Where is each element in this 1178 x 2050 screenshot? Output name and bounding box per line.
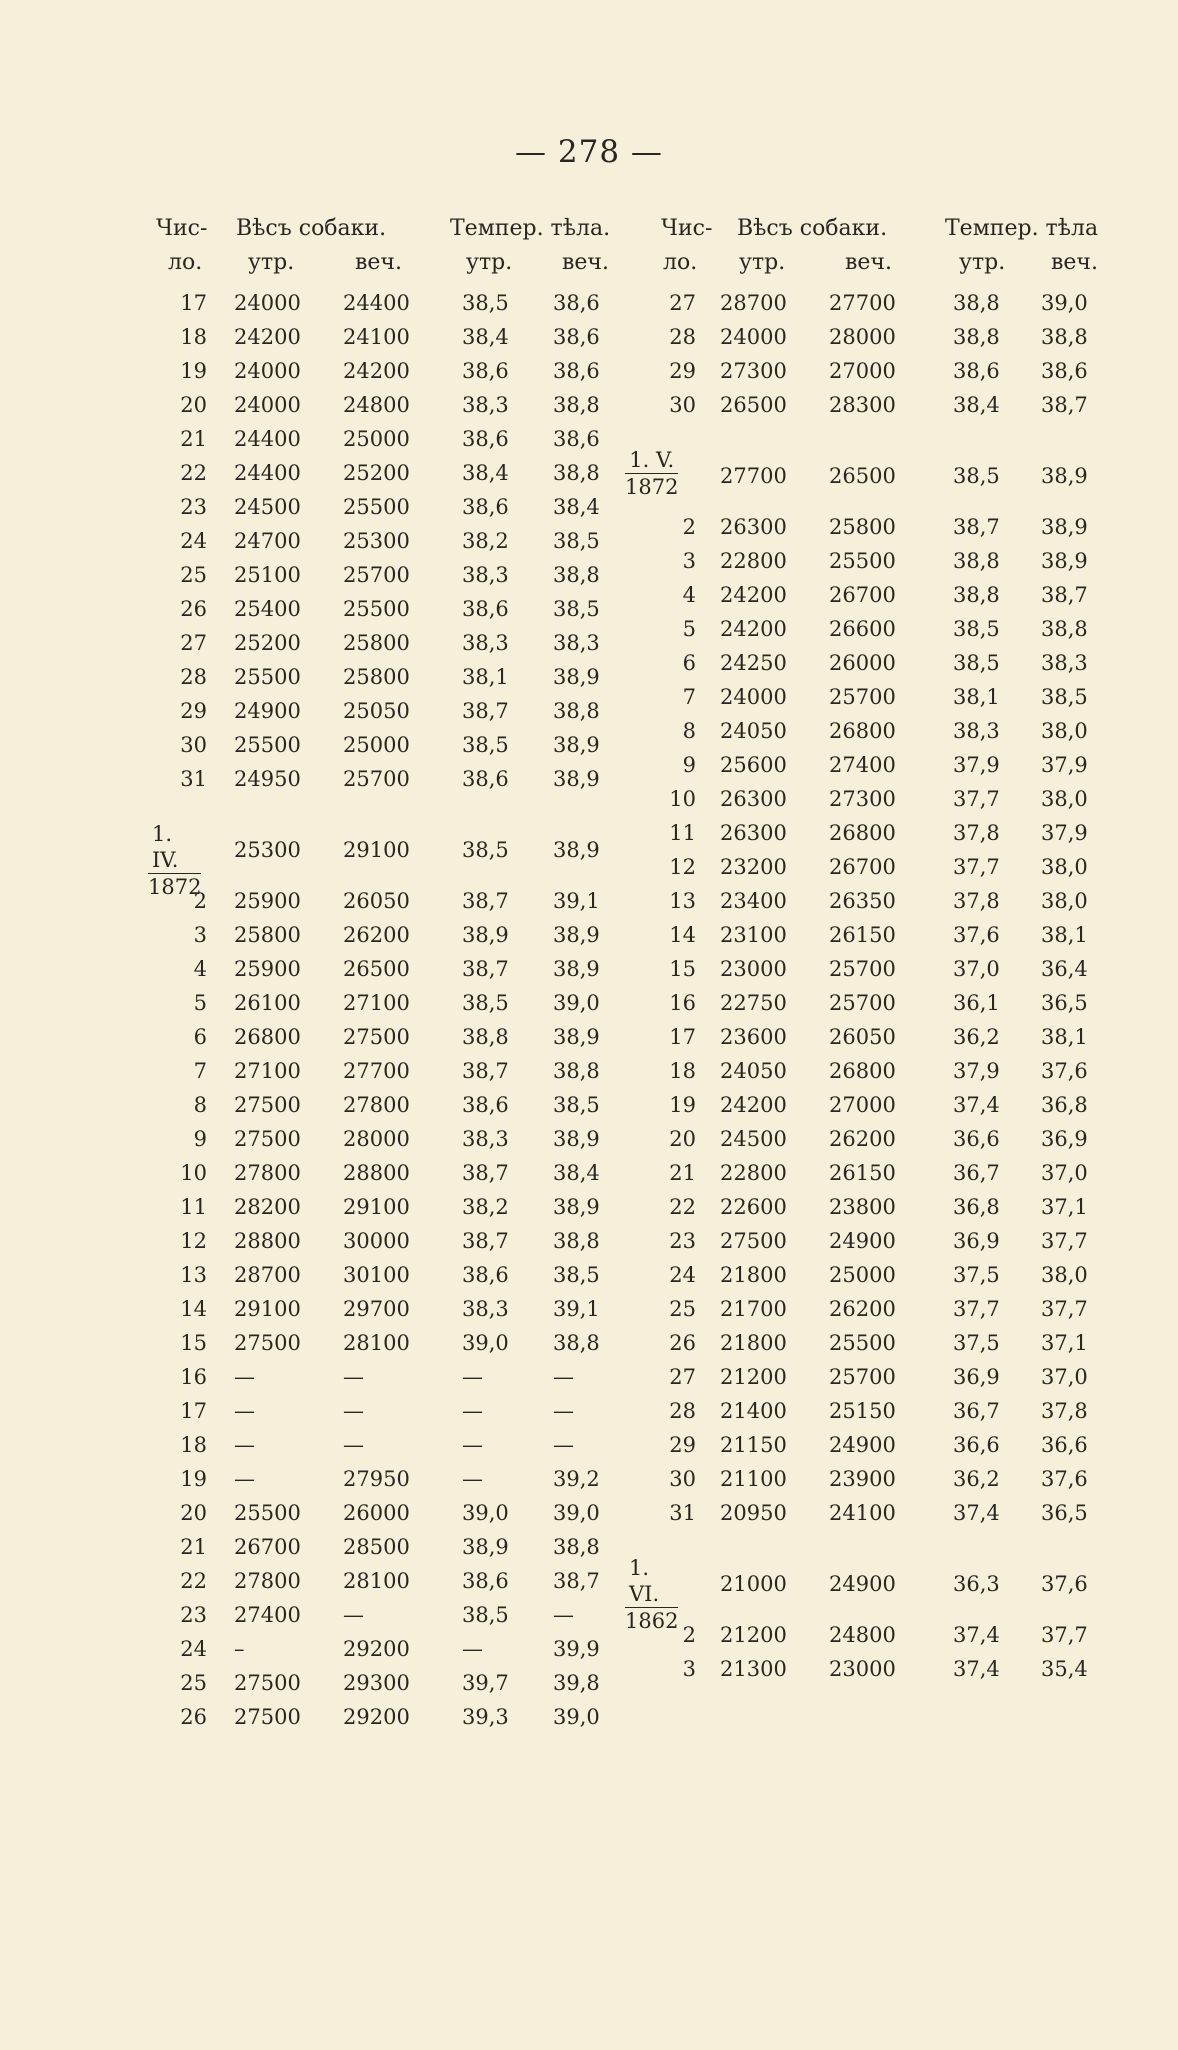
day-cell: 2 xyxy=(682,515,696,539)
day-cell: 14 xyxy=(669,923,696,947)
day-cell: 11 xyxy=(669,821,696,845)
day-cell: 6 xyxy=(682,651,696,675)
day-cell: 20 xyxy=(180,393,207,417)
day-cell: 18 xyxy=(180,325,207,349)
day-cell: 25 xyxy=(180,563,207,587)
header-weight-evening: веч. xyxy=(355,250,402,275)
day-cell: 6 xyxy=(193,1025,207,1049)
day-cell: 14 xyxy=(180,1297,207,1321)
day-cell: 26 xyxy=(669,1331,696,1355)
day-cell: 24 xyxy=(669,1263,696,1287)
day-cell: 31 xyxy=(180,767,207,791)
page-number: — 278 — xyxy=(515,134,663,170)
day-cell: 2 xyxy=(193,889,207,913)
header-temp-evening: веч. xyxy=(562,250,609,275)
header-day-top: Чис- xyxy=(661,216,713,241)
day-cell: 3 xyxy=(193,923,207,947)
month-label: 1. IV. xyxy=(148,821,201,874)
header-temp-title: Темпер. тѣла. xyxy=(450,216,611,241)
day-cell: 16 xyxy=(180,1365,207,1389)
day-cell: 28 xyxy=(669,1399,696,1423)
day-cell: 8 xyxy=(682,719,696,743)
day-cell: 16 xyxy=(669,991,696,1015)
day-cell: 20 xyxy=(180,1501,207,1525)
day-cell: 25 xyxy=(180,1671,207,1695)
day-cell: 5 xyxy=(682,617,696,641)
day-cell: 19 xyxy=(669,1093,696,1117)
day-cell: 19 xyxy=(180,359,207,383)
month-label: 1. VI. xyxy=(625,1555,678,1608)
day-cell: 23 xyxy=(669,1229,696,1253)
day-cell: 30 xyxy=(669,393,696,417)
day-cell: 15 xyxy=(669,957,696,981)
day-cell: 18 xyxy=(180,1433,207,1457)
header-weight-title: Вѣсъ собаки. xyxy=(737,216,888,241)
day-cell: 9 xyxy=(193,1127,207,1151)
day-cell: 26 xyxy=(180,597,207,621)
day-cell: 20 xyxy=(669,1127,696,1151)
day-cell: 10 xyxy=(669,787,696,811)
day-cell: 27 xyxy=(669,291,696,315)
day-cell: 18 xyxy=(669,1059,696,1083)
day-cell: 21 xyxy=(669,1161,696,1185)
day-cell: 22 xyxy=(180,1569,207,1593)
day-cell: 12 xyxy=(669,855,696,879)
day-cell: 29 xyxy=(669,1433,696,1457)
day-cell: 31 xyxy=(669,1501,696,1525)
day-cell: 13 xyxy=(669,889,696,913)
header-day-bottom: ло. xyxy=(663,250,698,275)
year-label: 1872 xyxy=(625,475,679,499)
day-cell: 3 xyxy=(682,549,696,573)
day-cell: 17 xyxy=(180,291,207,315)
day-cell: 29 xyxy=(669,359,696,383)
day-cell: 15 xyxy=(180,1331,207,1355)
header-weight-morning: утр. xyxy=(739,250,786,275)
day-cell: 21 xyxy=(180,427,207,451)
day-cell: 28 xyxy=(180,665,207,689)
header-temp-title: Темпер. тѣла xyxy=(945,216,1099,241)
day-cell: 9 xyxy=(682,753,696,777)
header-weight-title: Вѣсъ собаки. xyxy=(236,216,387,241)
day-cell: 4 xyxy=(682,583,696,607)
day-cell: 12 xyxy=(180,1229,207,1253)
header-day-top: Чис- xyxy=(156,216,208,241)
day-cell: 27 xyxy=(669,1365,696,1389)
month-date-label xyxy=(625,447,678,500)
day-cell: 23 xyxy=(180,1603,207,1627)
day-cell: 7 xyxy=(193,1059,207,1083)
day-cell: 19 xyxy=(180,1467,207,1491)
header-weight-morning: утр. xyxy=(248,250,295,275)
month-label: 1. V. xyxy=(625,447,678,474)
header-temp-morning: утр. xyxy=(959,250,1006,275)
day-cell: 29 xyxy=(180,699,207,723)
year-label: 1862 xyxy=(625,1609,679,1633)
header-temp-morning: утр. xyxy=(466,250,513,275)
day-cell: 11 xyxy=(180,1195,207,1219)
day-cell: 3 xyxy=(682,1657,696,1681)
day-cell: 5 xyxy=(193,991,207,1015)
day-cell: 22 xyxy=(180,461,207,485)
year-label: 1872 xyxy=(148,875,202,899)
header-temp-evening: веч. xyxy=(1051,250,1098,275)
day-cell: 23 xyxy=(180,495,207,519)
day-cell: 22 xyxy=(669,1195,696,1219)
day-cell: 10 xyxy=(180,1161,207,1185)
day-cell: 24 xyxy=(180,529,207,553)
day-cell: 17 xyxy=(669,1025,696,1049)
day-cell: 30 xyxy=(669,1467,696,1491)
header-weight-evening: веч. xyxy=(845,250,892,275)
day-cell: 28 xyxy=(669,325,696,349)
day-cell: 4 xyxy=(193,957,207,981)
day-cell: 17 xyxy=(180,1399,207,1423)
day-cell: 27 xyxy=(180,631,207,655)
day-cell: 25 xyxy=(669,1297,696,1321)
day-cell: 7 xyxy=(682,685,696,709)
day-cell: 21 xyxy=(180,1535,207,1559)
day-cell: 26 xyxy=(180,1705,207,1729)
day-cell: 8 xyxy=(193,1093,207,1117)
day-cell: 2 xyxy=(682,1623,696,1647)
header-day-bottom: ло. xyxy=(168,250,203,275)
day-cell: 24 xyxy=(180,1637,207,1661)
day-cell: 30 xyxy=(180,733,207,757)
day-cell: 13 xyxy=(180,1263,207,1287)
